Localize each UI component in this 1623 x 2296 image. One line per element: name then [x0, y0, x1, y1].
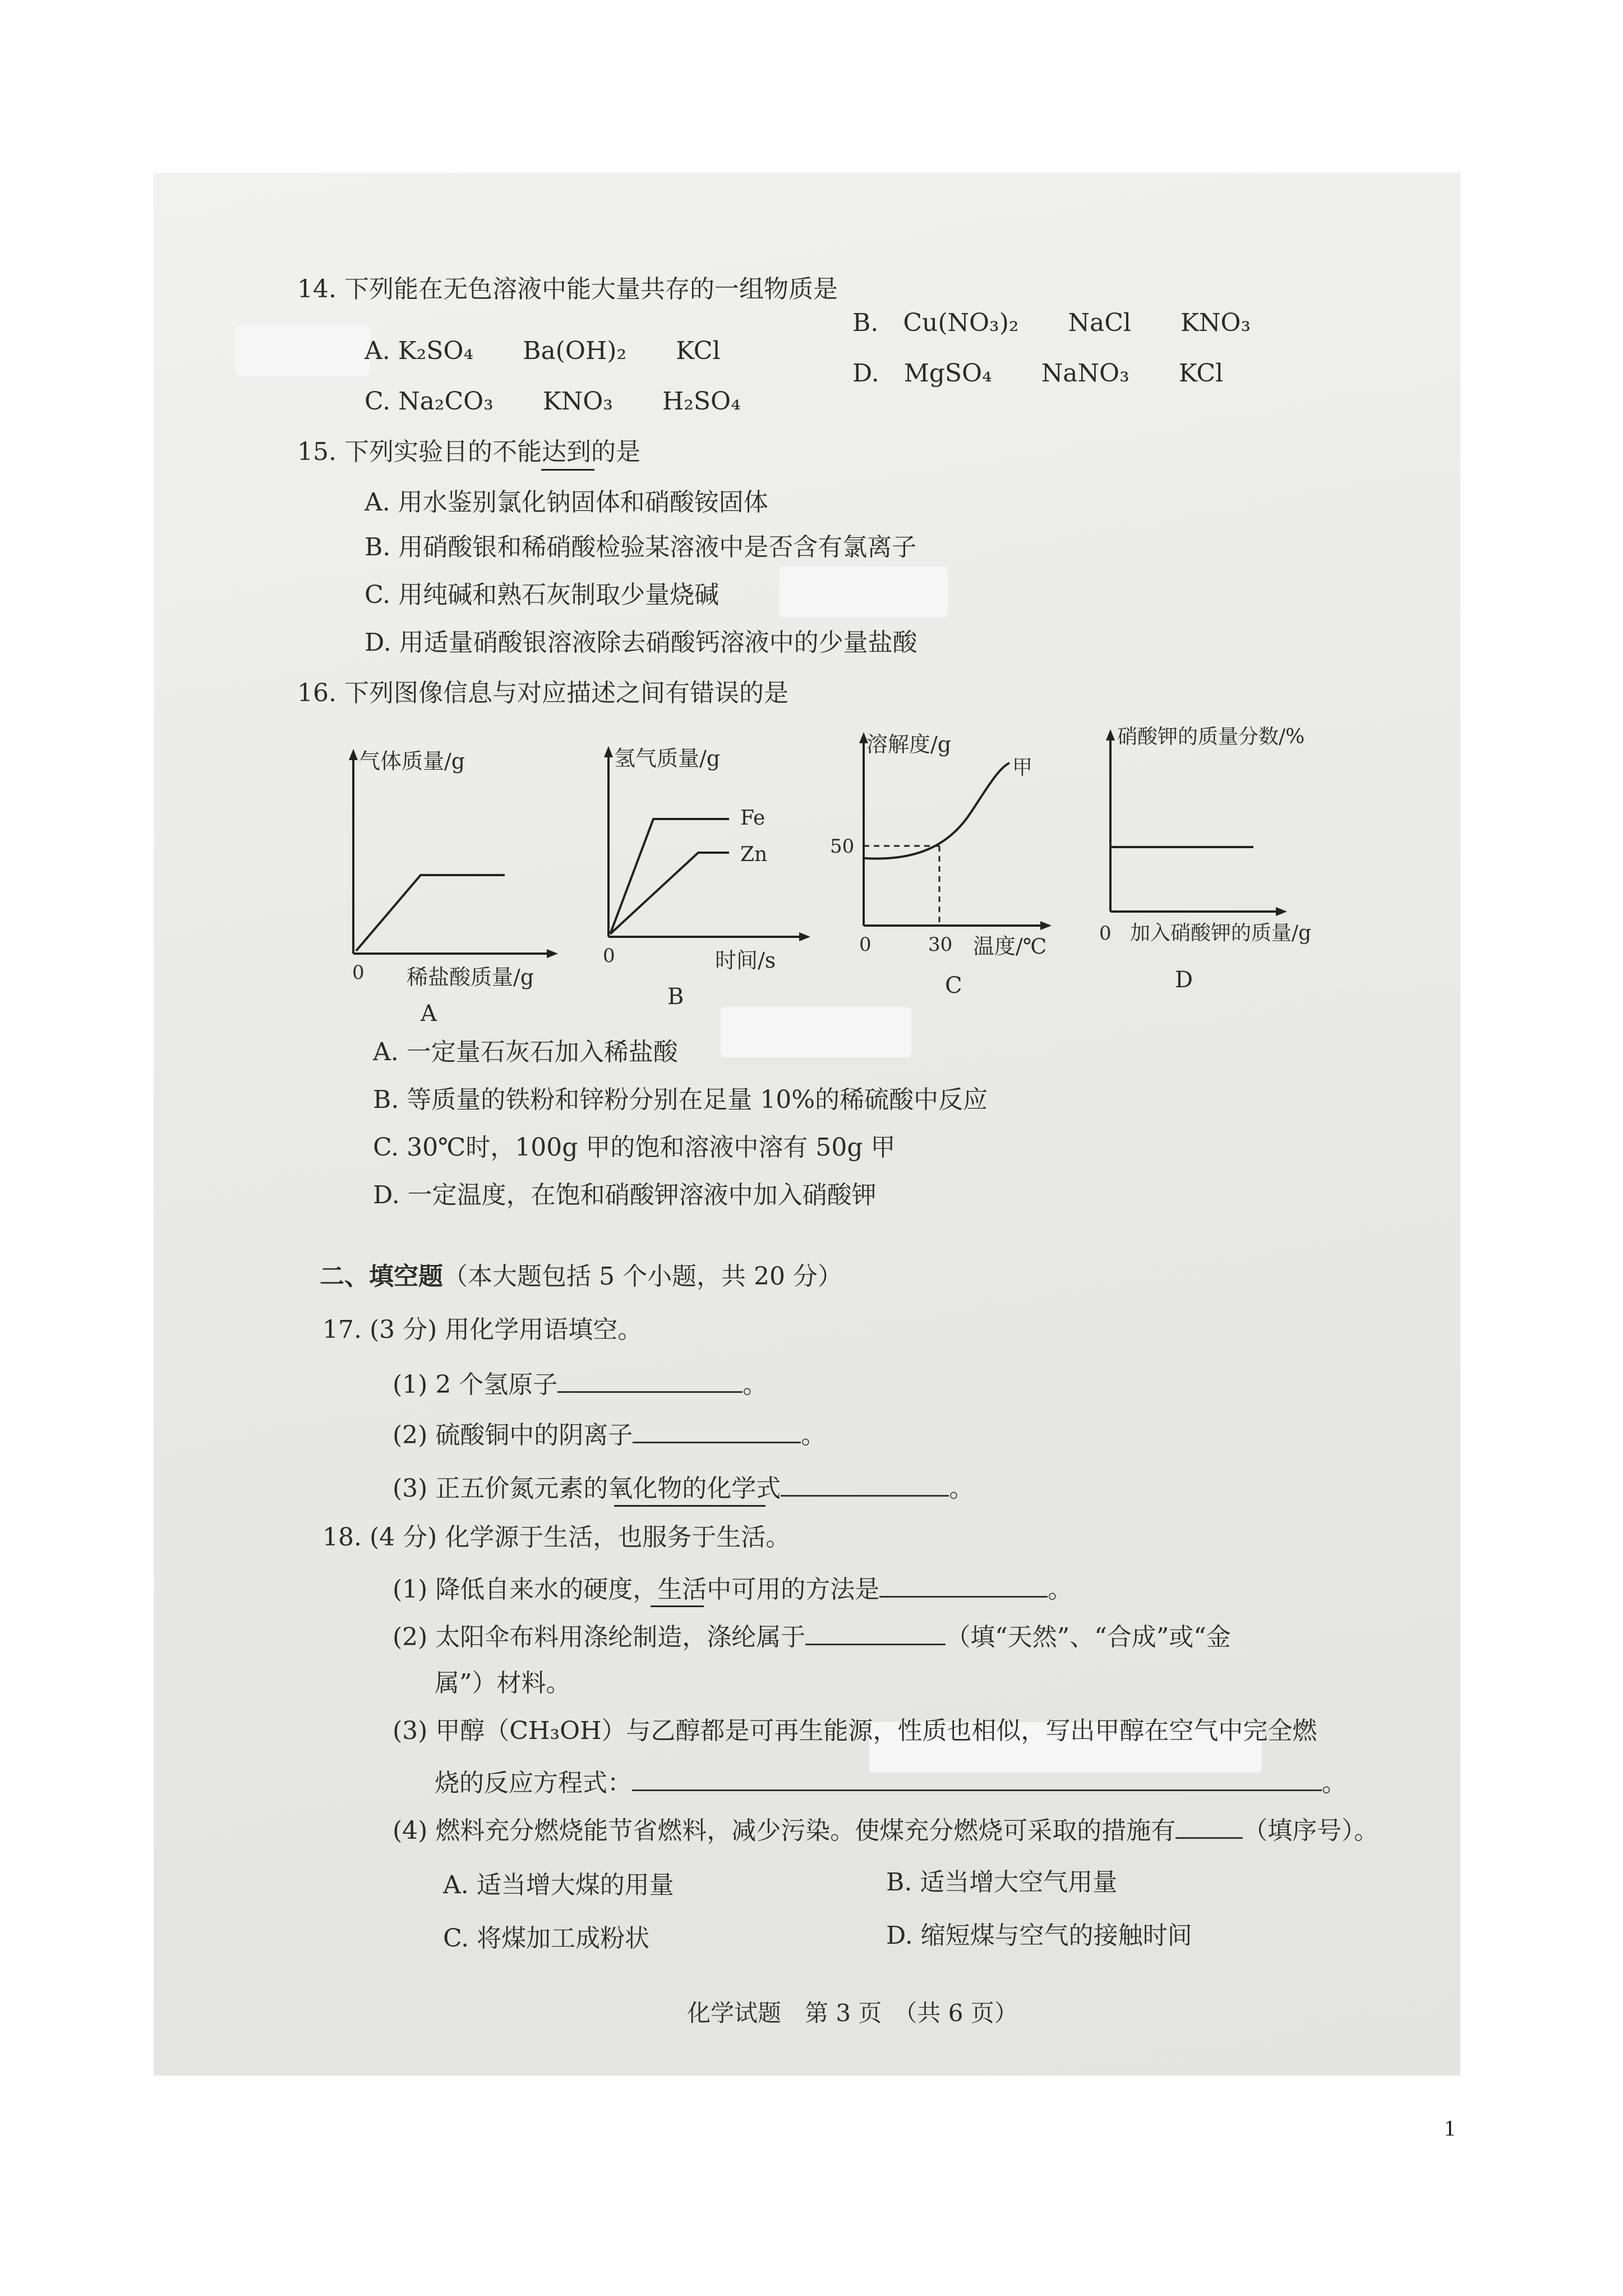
section-2-title: 二、填空题	[320, 1262, 443, 1291]
graph-a-curve	[356, 875, 505, 951]
erased-area	[236, 325, 370, 376]
q17-part-1-blank[interactable]	[557, 1369, 743, 1393]
q17-part-2-text: (2) 硫酸铜中的阴离子	[393, 1421, 633, 1450]
graph-d-xlabel: 加入硝酸钾的质量/g	[1130, 922, 1312, 945]
q17-part-3-text: (3) 正五价氮元素的氧化物的化学式	[393, 1474, 781, 1503]
erased-area	[780, 567, 948, 617]
graph-c-ytick: 50	[830, 835, 855, 858]
x-axis-arrow	[547, 949, 558, 958]
graph-c-ylabel: 溶解度/g	[866, 732, 952, 757]
q18-option-b: B. 适当增大空气用量	[886, 1868, 1118, 1897]
q18-part-4	[393, 1815, 1378, 1846]
q17-part-2-blank[interactable]	[633, 1419, 801, 1443]
q17-part-1-text: (1) 2 个氢原子	[393, 1370, 558, 1399]
y-axis-arrow	[349, 749, 358, 760]
graph-d	[1094, 718, 1385, 1010]
emphasis-underline	[541, 469, 594, 471]
graph-b	[578, 735, 813, 1015]
graph-a-origin: 0	[352, 961, 365, 984]
graph-b-origin: 0	[603, 945, 615, 967]
graph-c-series-label: 甲	[1012, 756, 1033, 779]
graph-c-origin: 0	[859, 933, 872, 956]
q18-part-2	[393, 1621, 1231, 1652]
q18-part-1: (1) 降低自来水的硬度，生活中可用的方法是 。	[393, 1573, 1072, 1604]
q18-stem: 18. (4 分) 化学源于生活，也服务于生活。	[322, 1523, 791, 1552]
q15-option-b: B. 用硝酸银和稀硝酸检验某溶液中是否含有氯离子	[365, 533, 917, 562]
q15-stem: 15. 下列实验目的不能达到的是	[297, 438, 640, 466]
section-2-note: （本大题包括 5 个小题，共 20 分）	[443, 1262, 842, 1291]
graph-b-label-zn: Zn	[740, 843, 768, 866]
page-footer: 化学试题 第 3 页 （共 6 页）	[687, 1999, 1018, 2027]
graph-a-ylabel: 气体质量/g	[359, 749, 465, 774]
graph-b-letter: B	[667, 984, 684, 1010]
q18-part-1-blank[interactable]	[879, 1573, 1048, 1598]
graph-d-letter: D	[1175, 967, 1193, 993]
q18-part-2-blank[interactable]	[805, 1621, 946, 1645]
q18-part-4-text: (4) 燃料充分燃烧能节省燃料，减少污染。使煤充分燃烧可采取的措施有	[393, 1816, 1176, 1845]
q16-option-b: B. 等质量的铁粉和锌粉分别在足量 10%的稀硫酸中反应	[373, 1085, 988, 1114]
y-axis-arrow	[604, 746, 613, 757]
q18-option-d: D. 缩短煤与空气的接触时间	[886, 1921, 1192, 1950]
q17-part-1: (1) 2 个氢原子 。	[393, 1369, 767, 1400]
q18-part-2-text: (2) 太阳伞布料用涤纶制造，涤纶属于	[393, 1623, 806, 1651]
page-number: 1	[1444, 2115, 1455, 2141]
q14-option-c: C. Na₂CO₃ KNO₃ H₂SO₄	[365, 387, 741, 416]
q14-stem: 14. 下列能在无色溶液中能大量共存的一组物质是	[297, 275, 838, 303]
graph-c-curve	[865, 763, 1009, 859]
q14-option-a: A. K₂SO₄ Ba(OH)₂ KCl	[365, 337, 721, 365]
q16-option-d: D. 一定温度，在饱和硝酸钾溶液中加入硝酸钾	[373, 1181, 877, 1209]
q15-option-d: D. 用适量硝酸银溶液除去硝酸钙溶液中的少量盐酸	[365, 628, 917, 657]
graph-d-ylabel: 硝酸钾的质量分数/%	[1117, 725, 1305, 748]
q18-part-3-line1: (3) 甲醇（CH₃OH）与乙醇都是可再生能源，性质也相似，写出甲醇在空气中完全燃	[393, 1717, 1317, 1745]
q16-option-c: C. 30℃时，100g 甲的饱和溶液中溶有 50g 甲	[373, 1133, 896, 1162]
graph-a	[325, 740, 561, 1021]
q17-stem: 17. (3 分) 用化学用语填空。	[322, 1315, 643, 1344]
graph-a-letter: A	[421, 1001, 437, 1021]
graph-c-letter: C	[945, 973, 962, 999]
q14-option-b: B. Cu(NO₃)₂ NaCl KNO₃	[852, 309, 1251, 337]
q18-part-4-hint: （填序号）。	[1243, 1816, 1379, 1845]
q18-part-4-blank[interactable]	[1175, 1815, 1243, 1839]
graph-d-origin: 0	[1099, 922, 1112, 945]
q18-part-3-blank[interactable]	[632, 1767, 1322, 1791]
q17-part-3: (3) 正五价氮元素的氧化物的化学式 。	[393, 1473, 974, 1503]
q14-option-d: D. MgSO₄ NaNO₃ KCl	[852, 359, 1224, 388]
q15-option-a: A. 用水鉴别氯化钠固体和硝酸铵固体	[365, 488, 768, 517]
q18-option-c: C. 将煤加工成粉状	[443, 1924, 650, 1953]
q16-stem: 16. 下列图像信息与对应描述之间有错误的是	[297, 679, 789, 707]
graph-c	[819, 724, 1054, 1004]
x-axis-arrow	[1276, 907, 1287, 916]
graph-c-xtick: 30	[928, 933, 953, 956]
graph-b-fe-line	[610, 853, 729, 934]
q18-option-a: A. 适当增大煤的用量	[443, 1871, 674, 1899]
q17-part-2: (2) 硫酸铜中的阴离子 。	[393, 1419, 826, 1450]
section-2-heading	[320, 1262, 842, 1291]
y-axis-arrow	[1106, 729, 1115, 740]
q18-part-2-hint: （填“天然”、“合成”或“金	[946, 1623, 1231, 1651]
q18-part-2-cont: 属”）材料。	[435, 1669, 571, 1697]
graph-b-xlabel: 时间/s	[715, 948, 776, 973]
emphasis-underline	[614, 1505, 766, 1507]
q18-part-1-text: (1) 降低自来水的硬度，生活中可用的方法是	[393, 1575, 880, 1604]
q15-option-c: C. 用纯碱和熟石灰制取少量烧碱	[365, 581, 720, 609]
emphasis-underline	[651, 1605, 704, 1607]
graph-a-xlabel: 稀盐酸质量/g	[407, 965, 534, 990]
q18-part-3-line2: 烧的反应方程式： 。	[435, 1767, 1347, 1798]
q16-option-a: A. 一定量石灰石加入稀盐酸	[373, 1038, 678, 1066]
q17-part-3-blank[interactable]	[781, 1473, 949, 1497]
graph-b-label-fe: Fe	[740, 807, 766, 830]
q18-part-3-text: 烧的反应方程式：	[435, 1769, 632, 1797]
x-axis-arrow	[799, 932, 810, 941]
graph-b-ylabel: 氢气质量/g	[614, 746, 721, 771]
graph-c-xlabel: 温度/℃	[973, 934, 1047, 959]
x-axis-arrow	[1040, 921, 1052, 930]
